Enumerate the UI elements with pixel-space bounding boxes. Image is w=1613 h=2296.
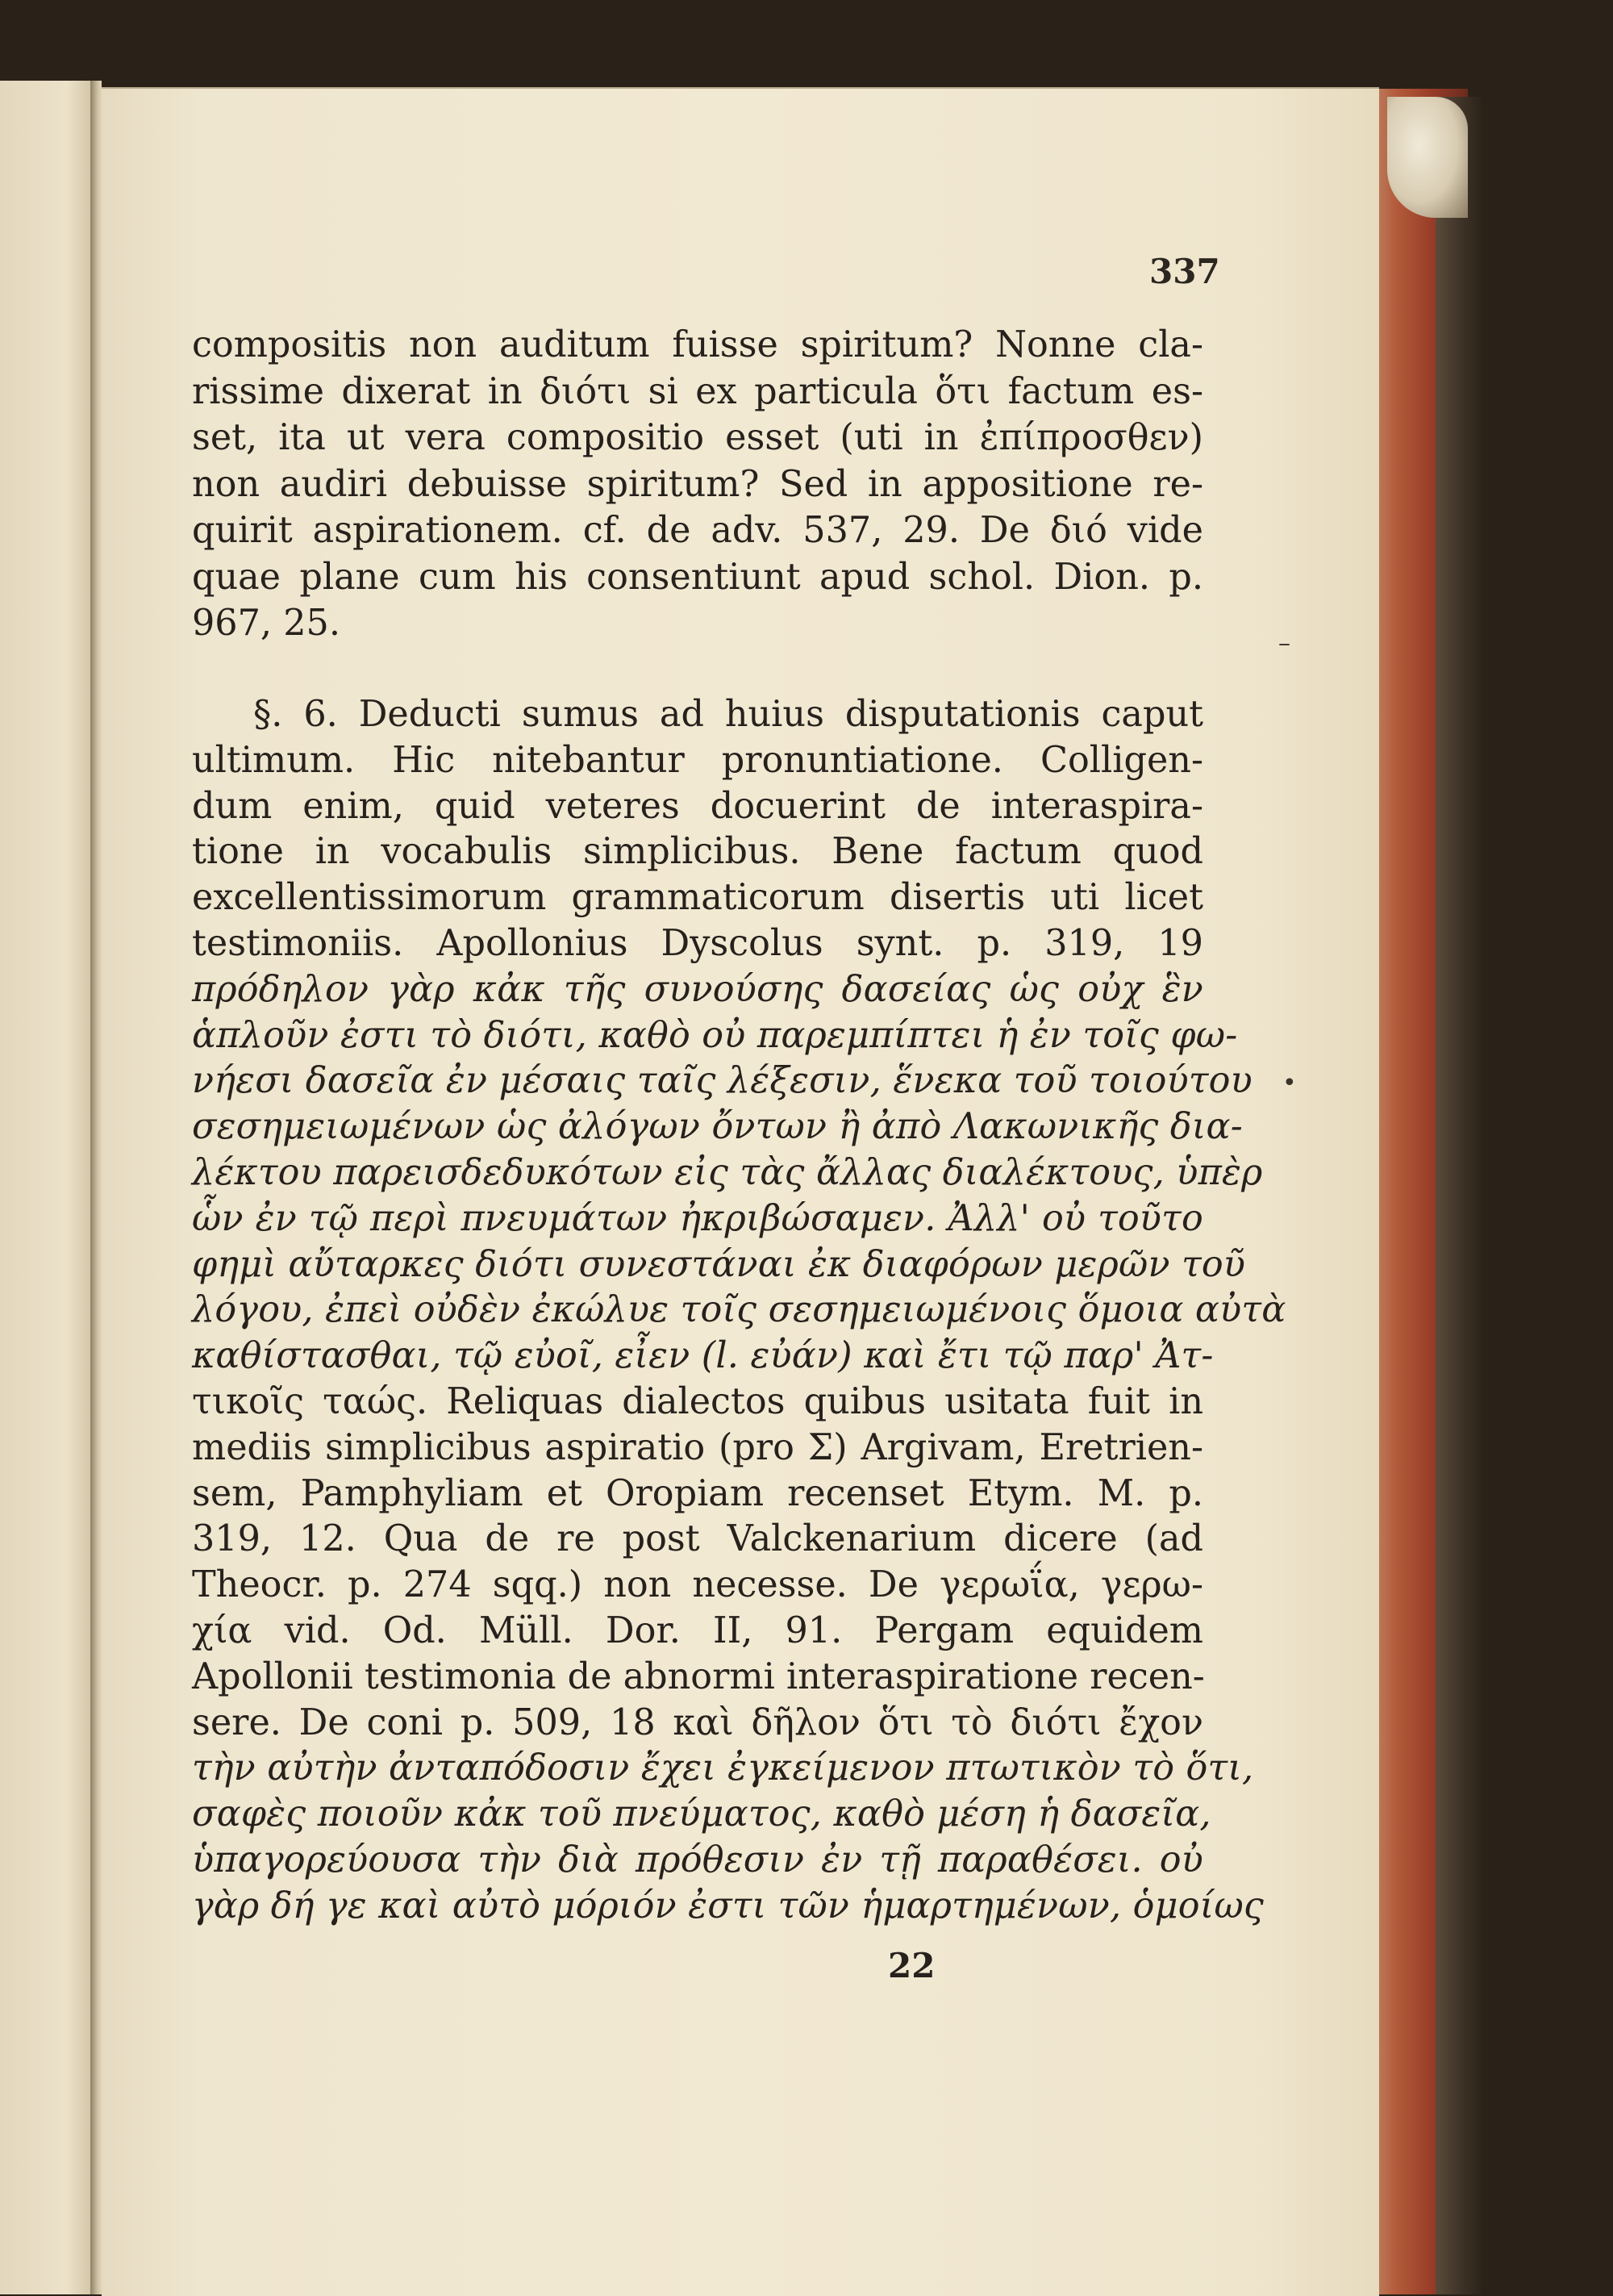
- signature-mark: 22: [888, 1946, 936, 1985]
- text-line: §. 6. Deducti sumus ad huius disputationis caput: [253, 694, 1203, 735]
- text-line: non audiri debuisse spiritum? Sed in appositione re-: [192, 463, 1203, 505]
- text-line: quae plane cum his consentiunt apud schol. Dion. p.: [192, 556, 1203, 598]
- text-line: ultimum. Hic nitebantur pronuntiatione. Colligen-: [192, 739, 1203, 781]
- text-line: σεσημειωμένων ὡς ἀλόγων ὄντων ἢ ἀπὸ Λακωνικῆς δια-: [192, 1106, 1244, 1148]
- text-line: set, ita ut vera compositio esset (uti in ἐπίπροσθεν): [192, 417, 1203, 458]
- book-gutter: [90, 81, 102, 2294]
- text-line: πρόδηλον γὰρ κἀκ τῆς συνούσης δασείας ὡς οὐχ ἓν: [192, 968, 1203, 1010]
- page-number: 337: [1149, 252, 1220, 291]
- text-line: λόγου, ἐπεὶ οὐδὲν ἐκώλυε τοῖς σεσημειωμένοις ὅμοια αὐτὰ: [192, 1289, 1286, 1331]
- text-line: sem, Pamphyliam et Oropiam recenset Etym. M. p.: [192, 1472, 1203, 1514]
- text-line: excellentissimorum grammaticorum disertis uti licet: [192, 877, 1203, 919]
- text-line: Theocr. p. 274 sqq.) non necesse. De γερωΐα, γερω-: [192, 1564, 1203, 1606]
- text-line: ὧν ἐν τῷ περὶ πνευμάτων ἠκριβώσαμεν. Ἀλλ' οὐ τοῦτο: [192, 1197, 1203, 1239]
- book-cover-edge: [1436, 97, 1484, 2294]
- text-line: σαφὲς ποιοῦν κἀκ τοῦ πνεύματος, καθὸ μέση ἡ δασεῖα,: [192, 1793, 1211, 1835]
- text-line: sere. De coni p. 509, 18 καὶ δῆλον ὅτι τὸ διότι ἔχον: [192, 1701, 1203, 1743]
- text-line: χία vid. Od. Müll. Dor. II, 91. Pergam equidem: [192, 1610, 1203, 1651]
- text-line: καθίστασθαι, τῷ εὐοῖ, εἶεν (l. εὐάν) καὶ ἔτι τῷ παρ' Ἀτ-: [192, 1335, 1214, 1377]
- text-line: compositis non auditum fuisse spiritum? Nonne cla-: [192, 324, 1203, 365]
- worn-cover-corner: [1387, 97, 1468, 218]
- margin-dot: •: [1282, 1069, 1297, 1097]
- text-line: tione in vocabulis simplicibus. Bene factum quod: [192, 831, 1203, 873]
- text-line: rissime dixerat in διότι si ex particula ὅτι factum es-: [192, 370, 1203, 412]
- text-line: testimoniis. Apollonius Dyscolus synt. p. 319, 19: [192, 923, 1203, 964]
- previous-page-edge: [0, 81, 95, 2294]
- text-line: λέκτου παρεισδεδυκότων εἰς τὰς ἄλλας διαλέκτους, ὑπὲρ: [192, 1152, 1263, 1193]
- text-line: mediis simplicibus aspiratio (pro Σ) Argivam, Eretrien-: [192, 1426, 1203, 1468]
- margin-dash: –: [1278, 629, 1290, 657]
- text-line: 967, 25.: [192, 603, 340, 644]
- text-line: νήεσι δασεῖα ἐν μέσαις ταῖς λέξεσιν, ἕνεκα τοῦ τοιούτου: [192, 1060, 1252, 1102]
- text-line: τὴν αὐτὴν ἀνταπόδοσιν ἔχει ἐγκείμενον πτωτικὸν τὸ ὅτι,: [192, 1747, 1254, 1789]
- text-line: ἁπλοῦν ἐστι τὸ διότι, καθὸ οὐ παρεμπίπτει ἡ ἐν τοῖς φω-: [192, 1014, 1238, 1056]
- text-line: ὑπαγορεύουσα τὴν διὰ πρόθεσιν ἐν τῇ παραθέσει. οὐ: [192, 1839, 1203, 1881]
- text-line: Apollonii testimonia de abnormi interaspiratione recen-: [192, 1655, 1205, 1697]
- text-line: φημὶ αὔταρκες διότι συνεστάναι ἐκ διαφόρων μερῶν τοῦ: [192, 1243, 1246, 1285]
- text-line: quirit aspirationem. cf. de adv. 537, 29. De διό vide: [192, 510, 1203, 551]
- text-line: τικοῖς ταώς. Reliquas dialectos quibus usitata fuit in: [192, 1381, 1203, 1422]
- text-line: γὰρ δή γε καὶ αὐτὸ μόριόν ἐστι τῶν ἡμαρτημένων, ὁμοίως: [192, 1885, 1265, 1927]
- text-line: dum enim, quid veteres docuerint de interaspira-: [192, 785, 1203, 827]
- text-line: 319, 12. Qua de re post Valckenarium dicere (ad: [192, 1518, 1203, 1560]
